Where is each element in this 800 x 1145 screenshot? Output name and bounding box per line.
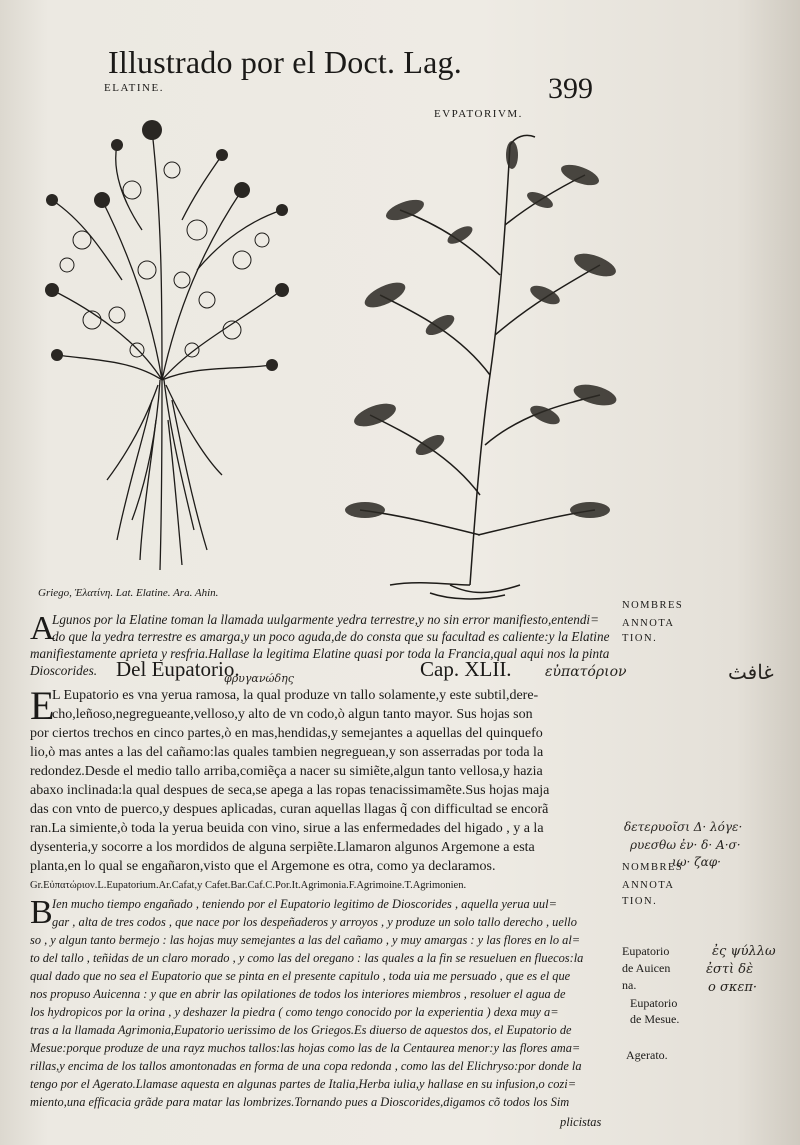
synonyms-line: Gr.Εὐπατώριον.L.Eupatorium.Ar.Cafat,y Cafet.Bar.Caf.C.Por.It.Agrimonia.F.Agrimoine.T.Agrimonien. — [30, 880, 467, 891]
margin-nombres-2: NOMBRES — [622, 862, 684, 873]
dropcap-a: A — [30, 610, 55, 647]
chapter-line: redondez.Desde el medio tallo arriba,comiẽça a nacer su simiẽte,algun tanto vellosa,y hazia — [30, 764, 543, 779]
margin-eupatorio-mesue: de Mesue. — [630, 1012, 680, 1026]
eupatorium-woodcut — [330, 115, 620, 605]
margin-annota-2b: TION. — [622, 896, 658, 907]
margin-eupatorio-mesue: Eupatorio — [630, 996, 678, 1010]
chapter-line: L Eupatorio es vna yerua ramosa, la qual produze vn tallo solamente,y este subtil,dere- — [52, 688, 539, 703]
figure-caption-eupatorium: EVPATORIVM. — [434, 108, 523, 120]
chapter-number: Cap. XLII. — [420, 657, 512, 681]
handwritten-note: δετερυοῖσι Δ· λόγε· — [624, 820, 743, 834]
margin-agerato: Agerato. — [626, 1048, 668, 1062]
greek-caption: Griego, Ἐλατίνη. Lat. Elatine. Ara. Ahin. — [38, 587, 219, 599]
elatine-woodcut — [22, 100, 302, 585]
annotation-2-line: to del tallo , teñidas de un claro morado , y como las del oregano : las quales a la fin se resueluen en fluecos:la — [30, 951, 584, 965]
margin-eupatorio-auicenna: Eupatorio — [622, 944, 670, 958]
annotation-2-line: Mesue:porque produze de una rayz muchos tallos:las hojas como las de la Centaurea menor:y las flores ama= — [30, 1041, 581, 1055]
page-number: 399 — [548, 72, 593, 105]
annotation-2-line: nos propuso Auicenna : y que en abrir las opilationes de todos los interiores miembros , resoluer el agua de — [30, 987, 566, 1001]
handwritten-arabic: غافث — [728, 660, 774, 684]
annotation-2-line: rillas,y encima de los tallos amontonadas en forma de una copa redonda , como las del Elichryso:por donde la — [30, 1059, 582, 1073]
chapter-title: Del Eupatorio. — [116, 657, 240, 681]
margin-annota-1a: ANNOTA — [622, 618, 675, 629]
figure-caption-elatine: ELATINE. — [104, 82, 164, 94]
handwritten-note: ἐς ψύλλω — [712, 944, 776, 959]
chapter-line: lio,ò mas antes a las del cañamo:las quales tambien negreguean,y son asserradas por toda la — [30, 745, 544, 760]
annotation-2-line: so , y algun tanto bermejo : las hojas muy semejantes a las del cañamo , y muy amargas : y las flores en lo al= — [30, 933, 581, 947]
annotation-2-line: miento,una efficacia grãde para matar las lombrizes.Tornando pues a Dioscorides,digamos cõ todos los Sim — [30, 1095, 570, 1109]
chapter-line: abaxo inclinada:la qual despues de seca,se apega a las ropas tenacissimamẽte.Sus hojas maja — [30, 783, 550, 798]
annotation-2-line: tras a la llamada Agrimonia,Eupatorio uerissimo de los Griegos.Es diuerso de aquestos dos, el Eupatorio de — [30, 1023, 572, 1037]
annotation-1-line: Lgunos por la Elatine toman la llamada uulgarmente yedra terrestre,y no sin error manifiesto,entendi= — [52, 612, 599, 627]
margin-annota-1b: TION. — [622, 633, 658, 644]
chapter-line: das con vnto de puerco,y despues aplicadas, curan aquellas llagas q̃ con difficultad se encorã — [30, 802, 549, 817]
annotation-1-line: Dioscorides. — [30, 663, 98, 678]
chapter-line: ran.La simiente,ò toda la yerua beuida con vino, sirue a las enfermedades del higado , y a la — [30, 821, 544, 836]
annotation-1-line: do que la yedra terrestre es amarga,y un poco aguda,de do consta que su facultad es caliente:y la Elatine — [52, 629, 610, 644]
margin-eupatorio-auicenna: de Auicen — [622, 961, 671, 975]
annotation-2-line: gar , alta de tres codos , que nace por los despeñaderos y arroyos , y produze un solo tallo derecho , uello — [52, 915, 577, 929]
handwritten-note: ἐστὶ δὲ — [706, 962, 754, 977]
handwritten-note: ο σκεπ· — [708, 980, 758, 995]
annotation-2-line: tengo por el Agerato.Llamase aquesta en algunas partes de Italia,Herba iulia,y hallase en su infusion,o cozi= — [30, 1077, 577, 1091]
chapter-line: cho,leñoso,negregueante,velloso,y alto de vn codo,ò algun tanto mayor. Sus hojas son — [52, 707, 533, 722]
chapter-line: por ciertos trechos en cinco partes,ò en mas,hendidas,y semejantes a aquellas del quinquefo — [30, 726, 543, 741]
annotation-2-line: qual dado que no sea el Eupatorio que se pinta en el presente capitulo , toda uia me persuado , que es el que — [30, 969, 571, 983]
handwritten-greek-over: φρυγανώδης — [224, 672, 294, 685]
handwritten-note: ιω· ζαφ· — [672, 855, 721, 869]
annotation-1-line: manifiestamente aprieta y resfria.Hallase la legitima Elatine quasi por toda la Francia,qual aqui nos la pinta — [30, 646, 610, 661]
chapter-line: dysenteria,y socorre a los mordidos de alguna serpiẽte.Llamaron algunos Argemone a esta — [30, 840, 535, 855]
catchword: plicistas — [560, 1115, 602, 1129]
margin-nombres-1: NOMBRES — [622, 600, 684, 611]
running-title: Illustrado por el Doct. Lag. — [108, 44, 462, 80]
margin-eupatorio-auicenna: na. — [622, 978, 637, 992]
dropcap-b: B — [30, 894, 53, 931]
margin-annota-2a: ANNOTA — [622, 880, 675, 891]
handwritten-note: ρυεσθω ἐν· δ· Α·σ· — [630, 838, 741, 852]
chapter-line: planta,en lo qual se engañaron,visto que el Argemone es otra, como ya declaramos. — [30, 859, 496, 874]
annotation-2-line: Ien mucho tiempo engañado , teniendo por el Eupatorio legitimo de Dioscorides , aquella yerua uul= — [52, 897, 557, 911]
annotation-2-line: los hydropicos por la orina , y deshazer la piedra ( como tengo conocido por la experientia ) dexa muy a= — [30, 1005, 559, 1019]
handwritten-greek-name: εὐπατόριον — [545, 664, 627, 680]
dropcap-e: E — [30, 683, 55, 728]
